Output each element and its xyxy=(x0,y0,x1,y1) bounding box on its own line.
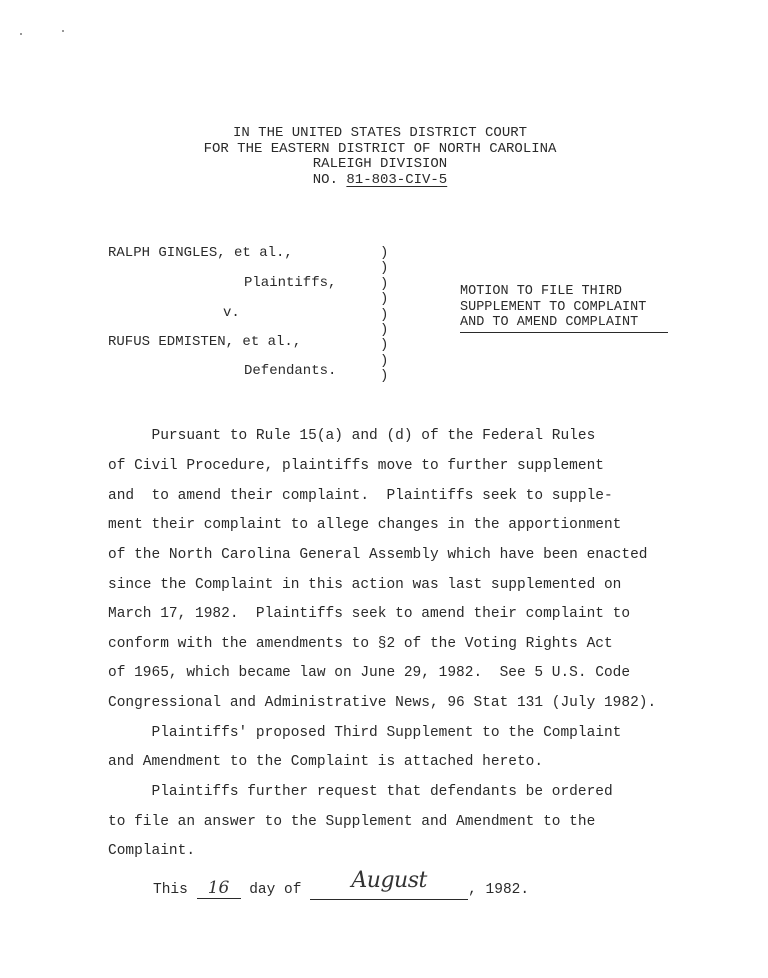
court-line-3: RALEIGH DIVISION xyxy=(312,156,448,172)
date-day-of: day of xyxy=(240,882,311,898)
paren: ) xyxy=(380,352,389,369)
body-line: Plaintiffs further request that defendants be ordered xyxy=(108,784,613,800)
motion-title-line-1: MOTION TO FILE THIRD xyxy=(460,284,623,299)
body-line: Plaintiffs' proposed Third Supplement to the Complaint xyxy=(108,725,622,741)
day-blank xyxy=(197,878,241,899)
motion-title-line-2: SUPPLEMENT TO COMPLAINT xyxy=(460,299,647,315)
case-number-line xyxy=(0,173,760,189)
paren: ) xyxy=(380,368,389,385)
paren: ) xyxy=(380,337,389,354)
body-line: March 17, 1982. Plaintiffs seek to amend their complaint to xyxy=(108,606,631,622)
paren: ) xyxy=(380,275,389,292)
paren: ) xyxy=(380,306,389,323)
plaintiff-name: RALPH GINGLES, et al., xyxy=(108,245,293,261)
motion-title-line-3: AND TO AMEND COMPLAINT xyxy=(460,315,668,333)
month-handwritten: August xyxy=(351,868,427,893)
body-line: conform with the amendments to §2 of the Voting Rights Act xyxy=(108,636,613,652)
paren: ) xyxy=(380,321,389,338)
body-line: to file an answer to the Supplement and Amendment to the xyxy=(108,814,596,830)
paren: ) xyxy=(380,245,389,261)
body-line: Complaint. xyxy=(108,843,196,859)
date-year: , 1982. xyxy=(468,882,530,898)
body-line: since the Complaint in this action was last supplemented on xyxy=(108,577,622,593)
court-line-2: FOR THE EASTERN DISTRICT OF NORTH CAROLINA xyxy=(203,140,557,157)
body-line: of Civil Procedure, plaintiffs move to further supplement xyxy=(108,458,604,474)
defendant-role: Defendants. xyxy=(244,363,337,379)
court-line-1: IN THE UNITED STATES DISTRICT COURT xyxy=(232,125,528,141)
case-number: 81-803-CIV-5 xyxy=(346,171,448,188)
paren: ) xyxy=(380,291,389,308)
body-line: Pursuant to Rule 15(a) and (d) of the Federal Rules xyxy=(108,428,596,444)
scan-speck xyxy=(20,33,22,35)
body-line: ment their complaint to allege changes in the apportionment xyxy=(108,517,622,533)
date-line xyxy=(153,868,530,900)
date-this: This xyxy=(153,882,197,898)
body-line: of 1965, which became law on June 29, 1982. See 5 U.S. Code xyxy=(108,665,631,681)
day-handwritten: 16 xyxy=(207,878,230,898)
motion-title xyxy=(460,284,668,333)
body-line: of the North Carolina General Assembly which have been enacted xyxy=(108,547,648,563)
court-heading xyxy=(0,126,760,188)
caption-parentheses xyxy=(380,246,388,385)
defendant-name: RUFUS EDMISTEN, et al., xyxy=(108,334,302,350)
versus: v. xyxy=(223,305,240,321)
month-blank xyxy=(310,868,468,900)
body-line: Congressional and Administrative News, 96 Stat 131 (July 1982). xyxy=(108,695,657,711)
body-line: and Amendment to the Complaint is attached hereto. xyxy=(108,754,544,770)
paren: ) xyxy=(380,260,389,277)
case-prefix: NO. xyxy=(312,171,347,188)
body-line: and to amend their complaint. Plaintiffs seek to supple- xyxy=(108,488,613,504)
plaintiff-role: Plaintiffs, xyxy=(244,275,337,291)
case-caption xyxy=(108,245,408,385)
scan-speck xyxy=(62,30,64,32)
